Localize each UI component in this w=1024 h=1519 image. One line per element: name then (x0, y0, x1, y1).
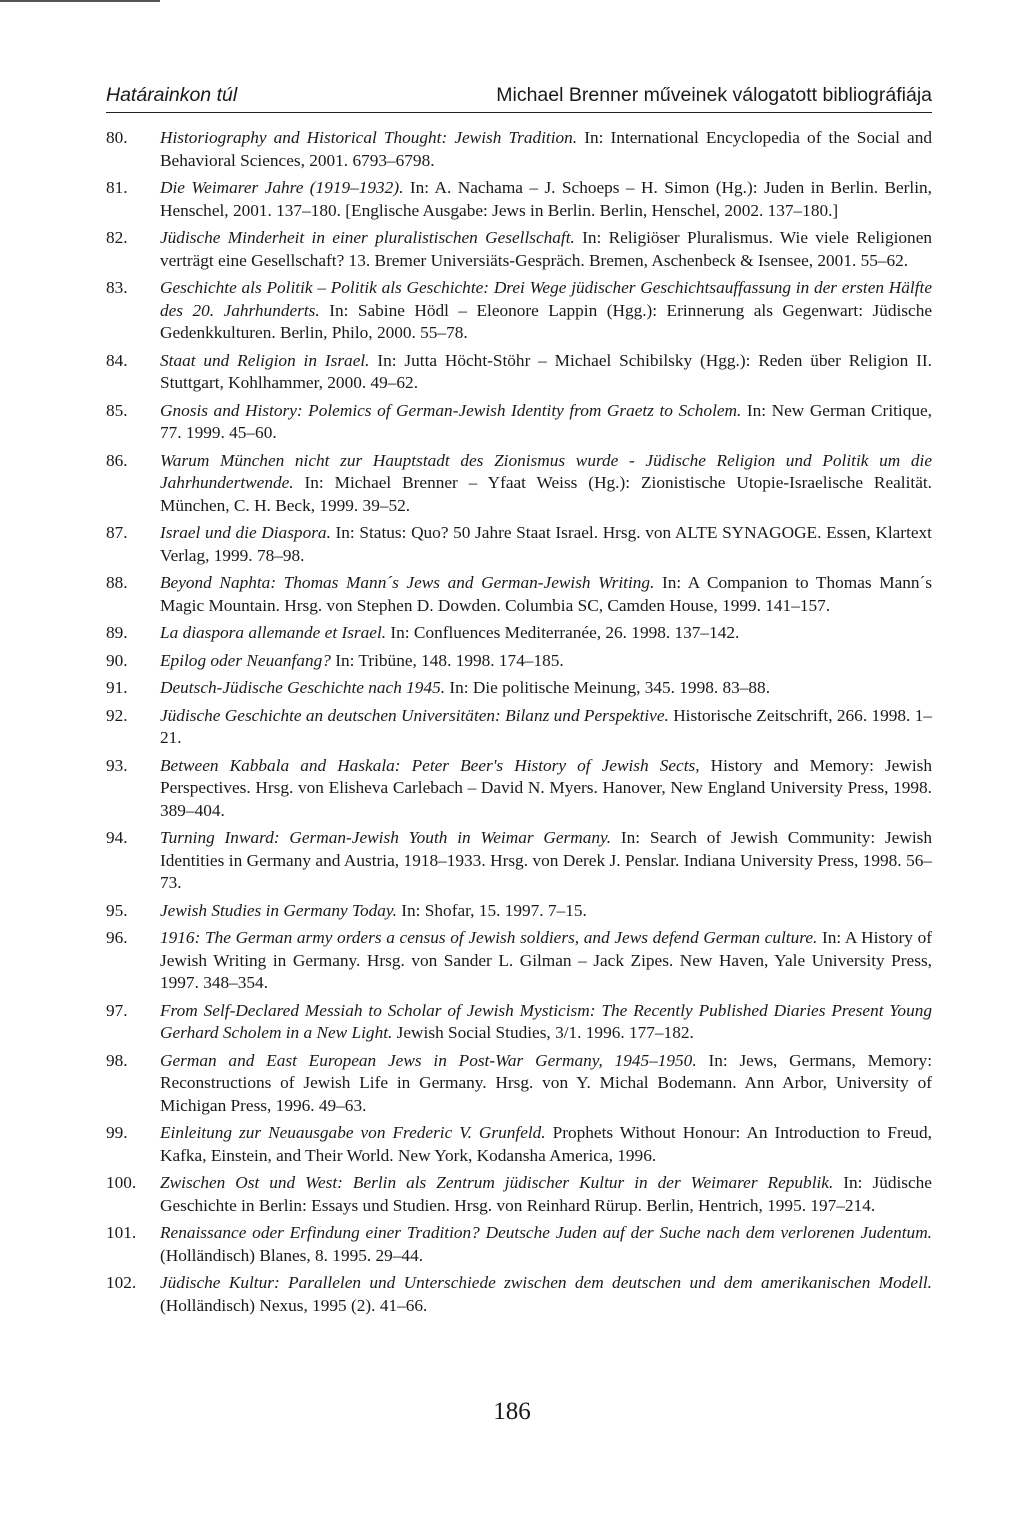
entry-title: Staat und Religion in Israel. (160, 350, 370, 370)
entry-number: 84. (106, 350, 128, 370)
entry-citation: In: A Companion to Thomas Mann´s Magic Mountain. Hrsg. von Stephen D. Dowden. Columbia SC, Camden House, 1999. 141–157. (160, 573, 933, 615)
entry-title: Beyond Naphta: Thomas Mann´s Jews and German-Jewish Writing. (160, 573, 655, 592)
entry-number: 95. (106, 900, 128, 920)
entry-title: Jüdische Geschichte an deutschen Universitäten: Bilanz und Perspektive. (160, 705, 669, 725)
running-header (106, 82, 932, 113)
entry-title: Geschichte als Politik – Politik als Geschichte: Drei Wege jüdischer Geschichtsauffassung in der ersten Hälfte des 20. Jahrhunderts. (160, 278, 932, 320)
bibliography-list (106, 127, 932, 1322)
entry-citation: History and Memory: Jewish Perspectives. Hrsg. von Elisheva Carlebach – David N. Myers. Hanover, New England University Press, 1998. 389–404. (160, 755, 933, 820)
entry-title: 1916: The German army orders a census of Jewish soldiers, and Jews defend German culture. (160, 928, 818, 947)
entry-number: 89. (106, 623, 128, 642)
entry-citation: In: Tribüne, 148. 1998. 174–185. (330, 650, 564, 670)
entry-citation: In: New German Critique, 77. 1999. 45–60. (160, 400, 932, 442)
entry-title: Gnosis and History: Polemics of German-Jewish Identity from Graetz to Scholem. (160, 400, 742, 420)
entry-citation: In: A. Nachama – J. Schoeps – H. Simon (Hg.): Juden in Berlin. Berlin, Henschel, 2001. 137–180. [Englische Ausgabe: Jews in Berlin. Berlin, Henschel, 2002. 137–180.] (160, 178, 932, 220)
entry-title: Die Weimarer Jahre (1919–1932). (160, 178, 404, 197)
entry-number: 99. (106, 1123, 128, 1142)
bibliography-entry (106, 705, 932, 750)
entry-citation: In: Sabine Hödl – Eleonore Lappin (Hgg.): Erinnerung als Gegenwart: Jüdische Gedenkkulturen. Berlin, Philo, 2000. 55–78. (160, 300, 933, 342)
entry-citation: (Holländisch) Blanes, 8. 1995. 29–44. (160, 1245, 424, 1265)
entry-title: Historiography and Historical Thought: Jewish Tradition. (160, 128, 578, 147)
bibliography-entry (106, 572, 932, 617)
entry-citation: In: Jutta Höcht-Stöhr – Michael Schibilsky (Hgg.): Reden über Religion II. Stuttgart, Kohlhammer, 2000. 49–62. (160, 350, 932, 392)
entry-citation: In: Jews, Germans, Memory: Reconstructions of Jewish Life in Germany. Hrsg. von Y. Michal Bodemann. Ann Arbor, University of Michigan Press, 1996. 49–63. (160, 1050, 932, 1115)
bibliography-entry (106, 1222, 932, 1267)
scan-edge-mark (0, 0, 160, 2)
bibliography-entry (106, 677, 932, 700)
entry-number: 80. (106, 128, 128, 147)
bibliography-entry (106, 900, 932, 923)
entry-number: 102. (106, 1273, 137, 1292)
entry-citation: Jewish Social Studies, 3/1. 1996. 177–182. (392, 1023, 694, 1042)
entry-citation: In: Shofar, 15. 1997. 7–15. (396, 900, 587, 920)
entry-number: 100. (106, 1173, 137, 1192)
entry-citation: In: A History of Jewish Writing in Germany. Hrsg. von Sander L. Gilman – Jack Zipes. New Haven, Yale University Press, 1997. 348–354. (160, 928, 932, 992)
page-number: 186 (493, 1398, 531, 1425)
entry-number: 81. (106, 178, 128, 197)
bibliography-entry (106, 622, 932, 645)
header-section-title: Határainkon túl (106, 84, 238, 106)
bibliography-entry (106, 1122, 932, 1167)
entry-number: 86. (106, 450, 128, 470)
entry-number: 92. (106, 705, 128, 725)
entry-citation: Historische Zeitschrift, 266. 1998. 1–21. (160, 705, 932, 747)
bibliography-entry (106, 400, 932, 445)
bibliography-entry (106, 927, 932, 995)
entry-number: 88. (106, 573, 128, 592)
entry-title: Deutsch-Jüdische Geschichte nach 1945. (160, 678, 446, 697)
bibliography-entry (106, 827, 932, 895)
entry-number: 83. (106, 278, 128, 297)
bibliography-entry (106, 1000, 932, 1045)
entry-number: 82. (106, 228, 128, 247)
entry-title: German and East European Jews in Post-War Germany, 1945–1950. (160, 1050, 697, 1070)
entry-title: Jüdische Minderheit in einer pluralistischen Gesellschaft. (160, 228, 575, 247)
entry-number: 91. (106, 678, 128, 697)
entry-number: 87. (106, 523, 128, 542)
entry-title: La diaspora allemande et Israel. (160, 623, 387, 642)
entry-citation: In: Jüdische Geschichte in Berlin: Essays und Studien. Hrsg. von Reinhard Rürup. Berlin, Hentrich, 1995. 197–214. (160, 1173, 932, 1215)
entry-title: Epilog oder Neuanfang? (160, 650, 331, 670)
entry-number: 90. (106, 650, 128, 670)
bibliography-entry (106, 227, 932, 272)
entry-title: From Self-Declared Messiah to Scholar of Jewish Mysticism: The Recently Published Diaries Present Young Gerhard Scholem in a New Light. (160, 1000, 932, 1042)
entry-citation: In: Michael Brenner – Yfaat Weiss (Hg.): Zionistische Utopie-Israelische Realität. München, C. H. Beck, 1999. 39–52. (160, 473, 932, 515)
entry-citation: Prophets Without Honour: An Introduction to Freud, Kafka, Einstein, and Their World. New York, Kodansha America, 1996. (160, 1123, 932, 1165)
entry-title: Between Kabbala and Haskala: Peter Beer's History of Jewish Sects, (160, 755, 700, 775)
entry-number: 85. (106, 400, 128, 420)
entry-title: Warum München nicht zur Hauptstadt des Zionismus wurde - Jüdische Religion und Politik um die Jahrhundertwende. (160, 450, 932, 492)
bibliography-entry (106, 277, 932, 345)
bibliography-entry (106, 177, 932, 222)
bibliography-entry (106, 522, 932, 567)
entry-citation: In: Status: Quo? 50 Jahre Staat Israel. Hrsg. von ALTE SYNAGOGE. Essen, Klartext Verlag, 1999. 78–98. (160, 523, 932, 565)
bibliography-entry (106, 127, 932, 172)
bibliography-entry (106, 1050, 932, 1118)
entry-number: 97. (106, 1000, 128, 1020)
bibliography-entry (106, 1272, 932, 1317)
bibliography-entry (106, 755, 932, 823)
entry-citation: (Holländisch) Nexus, 1995 (2). 41–66. (160, 1295, 428, 1315)
bibliography-entry (106, 1172, 932, 1217)
entry-title: Israel und die Diaspora. (160, 523, 331, 542)
bibliography-entry (106, 350, 932, 395)
entry-title: Zwischen Ost und West: Berlin als Zentrum jüdischer Kultur in der Weimarer Republik. (160, 1173, 834, 1192)
entry-number: 98. (106, 1050, 128, 1070)
entry-title: Renaissance oder Erfindung einer Tradition? Deutsche Juden auf der Suche nach dem verlorenen Judentum. (160, 1223, 932, 1242)
entry-number: 93. (106, 755, 128, 775)
entry-number: 96. (106, 928, 128, 947)
entry-title: Jewish Studies in Germany Today. (160, 900, 397, 920)
bibliography-entry (106, 450, 932, 518)
entry-citation: In: Die politische Meinung, 345. 1998. 83–88. (445, 678, 771, 697)
header-chapter-title: Michael Brenner műveinek válogatott bibliográfiája (496, 84, 932, 106)
entry-citation: In: Search of Jewish Community: Jewish Identities in Germany and Austria, 1918–1933. Hrsg. von Derek J. Penslar. Indiana University Press, 1998. 56–73. (160, 828, 932, 892)
entry-title: Turning Inward: German-Jewish Youth in Weimar Germany. (160, 828, 612, 847)
entry-citation: In: International Encyclopedia of the Social and Behavioral Sciences, 2001. 6793–6798. (160, 128, 932, 170)
entry-title: Jüdische Kultur: Parallelen und Unterschiede zwischen dem deutschen und dem amerikanischen Modell. (160, 1273, 932, 1292)
entry-title: Einleitung zur Neuausgabe von Frederic V. Grunfeld. (160, 1123, 546, 1142)
bibliography-entry (106, 650, 932, 673)
entry-number: 101. (106, 1223, 137, 1242)
entry-citation: In: Religiöser Pluralismus. Wie viele Religionen verträgt eine Gesellschaft? 13. Bremer Universiäts-Gespräch. Bremen, Aschenbeck & Isensee, 2001. 55–62. (160, 228, 933, 270)
entry-citation: In: Confluences Mediterranée, 26. 1998. 137–142. (386, 623, 740, 642)
entry-number: 94. (106, 828, 128, 847)
